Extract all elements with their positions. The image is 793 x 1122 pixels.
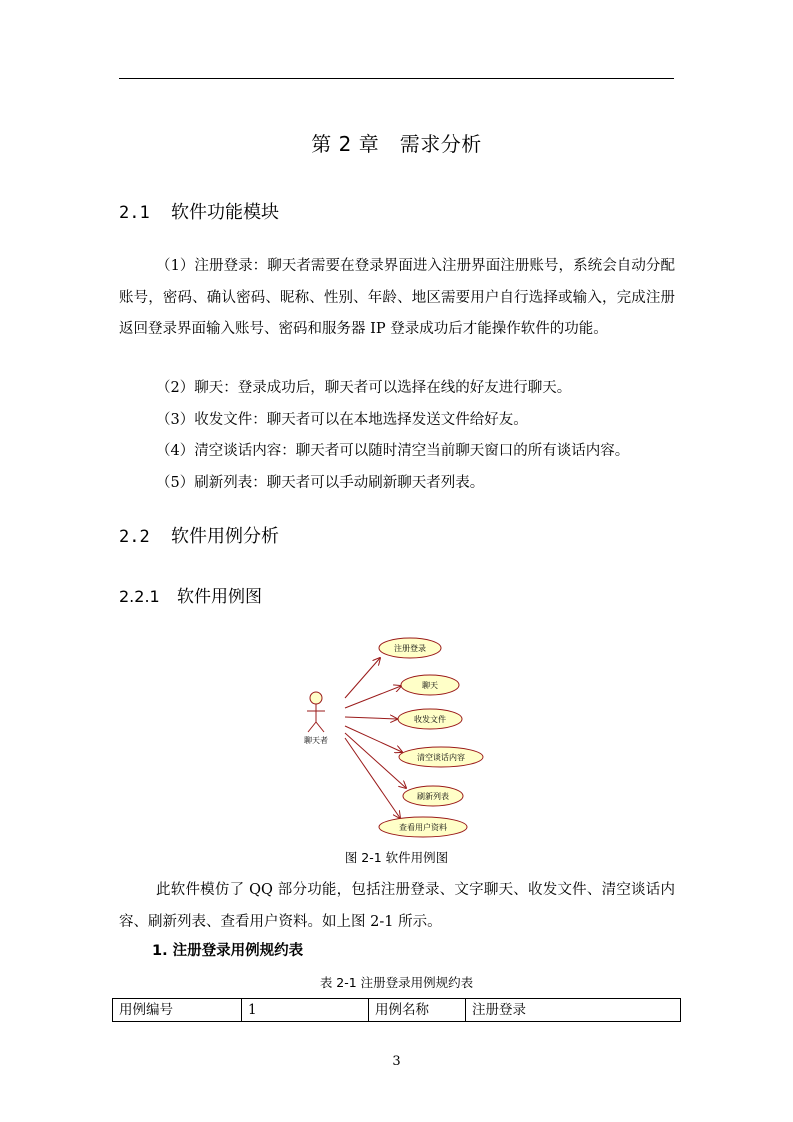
use-case-label: 清空谈话内容 [417,753,465,762]
section-number: 2.2 [119,527,150,547]
list-item: （2）聊天：登录成功后，聊天者可以选择在线的好友进行聊天。 [156,380,572,396]
association-arrow [345,726,402,752]
use-case-diagram [290,628,490,842]
figure-caption: 图 2-1 软件用例图 [344,850,449,865]
association-arrow [345,738,400,818]
intro-paragraph: （1）注册登录：聊天者需要在登录界面进入注册界面注册账号，系统会自动分配账号，密码、确认密码、昵称、性别、年龄、地区需要用户自行选择或输入，完成注册返回登录界面输入账号、密码和服务器 IP 登录成功后才能操作软件的功能。 [119,258,675,338]
association-arrow [345,733,406,788]
actor-figure [307,692,325,732]
section-number: 2.1 [119,203,150,223]
chapter-title: 第 2 章 需求分析 [311,132,482,156]
use-case-label: 聊天 [422,681,438,690]
page-number: 3 [392,1054,401,1069]
table-cell: 用例编号 [113,999,242,1022]
section-2-2-heading [119,524,279,550]
table-cell: 注册登录 [466,999,681,1022]
subsection-title: 软件用例图 [177,587,262,607]
list-item: （3）收发文件：聊天者可以在本地选择发送文件给好友。 [156,412,528,428]
use-case-clear-conversation [399,747,483,767]
table-cell: 用例名称 [369,999,466,1022]
sub-heading: 1. 注册登录用例规约表 [152,943,304,959]
list-item: （4）清空谈话内容：聊天者可以随时清空当前聊天窗口的所有谈话内容。 [156,443,630,459]
use-case-spec-table [112,998,681,1022]
association-arrow [345,717,397,719]
use-case-file-transfer [398,709,462,729]
use-case-chat [401,675,459,695]
use-case-label: 收发文件 [414,715,446,724]
use-case-label: 查看用户资料 [399,823,447,832]
association-arrow [345,658,380,698]
table-row [113,999,681,1022]
use-case-register [379,638,441,658]
summary-paragraph: 此软件模仿了 QQ 部分功能，包括注册登录、文字聊天、收发文件、清空谈话内容、刷新列表、查看用户资料。如上图 2-1 所示。 [119,882,675,930]
use-case-label: 注册登录 [394,644,426,653]
section-title: 软件用例分析 [171,526,279,547]
actor-label: 聊天者 [304,736,328,745]
subsection-number: 2.2.1 [119,587,160,606]
use-case-view-profile [379,817,467,837]
section-2-2-1-heading [119,585,262,609]
association-arrow [345,686,401,708]
table-caption: 表 2-1 注册登录用例规约表 [319,975,474,990]
use-case-refresh-list [403,786,463,806]
header-rule [119,78,674,79]
list-item: （5）刷新列表：聊天者可以手动刷新聊天者列表。 [156,475,485,491]
table-cell: 1 [242,999,369,1022]
use-case-label: 刷新列表 [417,792,449,801]
section-title: 软件功能模块 [171,202,279,223]
section-2-1-heading [119,200,279,226]
